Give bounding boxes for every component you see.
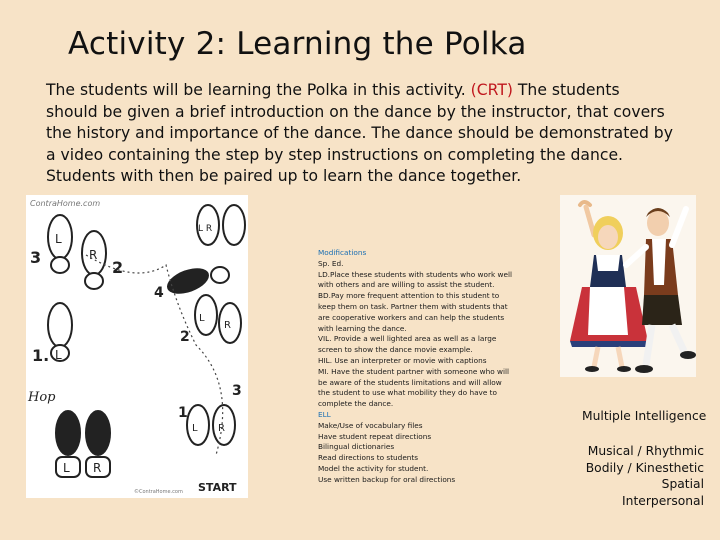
- shoe-label: R: [93, 461, 102, 475]
- ell-line: Make/Use of vocabulary files: [318, 420, 423, 430]
- step-1-label: 1.: [32, 346, 50, 365]
- left-shoe-2: [48, 303, 72, 362]
- bottom-watermark: ©ContraHome.com: [134, 489, 183, 495]
- dark-shoe-4: [164, 263, 229, 299]
- step-2-mid-label: 2: [180, 329, 190, 345]
- step-1-right-label: 1: [178, 405, 188, 421]
- left-shoe-3: [56, 411, 80, 477]
- shoe-label: R: [224, 320, 231, 331]
- shoe-label: L: [192, 423, 198, 434]
- intro-text-1: The students will be learning the Polka in this activity.: [46, 81, 471, 99]
- modifications-line: LD.Place these students with students who work well with others and are willing to assist the student.: [318, 269, 513, 290]
- modifications-line: BD.Pay more frequent attention to this student to keep them on task. Partner them with students that are cooperative workers and can help the students with learning the dance.: [318, 291, 508, 333]
- polka-dancers-svg: [560, 195, 696, 377]
- ell-line: Bilingual dictionaries: [318, 442, 395, 452]
- modifications-line: VIL. Provide a well lighted area as well as a large screen to show the dance movie example.: [318, 334, 497, 355]
- intro-paragraph: [46, 80, 676, 188]
- right-shoe-3: [86, 411, 110, 477]
- modifications-block: [318, 248, 514, 486]
- shoe-label: R: [218, 423, 225, 434]
- ell-line: Have student repeat directions: [318, 431, 432, 441]
- modifications-line: HIL. Use an interpreter or movie with captions: [318, 355, 487, 365]
- shoe-label: L: [63, 461, 70, 475]
- mi-item: Interpersonal: [622, 493, 704, 508]
- step-4-label: 4: [154, 285, 164, 301]
- right-shoe-1: [82, 231, 106, 289]
- hop-label: Hop: [28, 390, 56, 405]
- slide-title: Activity 2: Learning the Polka: [68, 26, 527, 62]
- right-top-shoes: [197, 205, 245, 245]
- mi-item: Spatial: [661, 477, 704, 492]
- shoe-label: R: [89, 248, 98, 262]
- modifications-heading: Modifications: [318, 248, 367, 257]
- step-3-label: 3: [30, 248, 42, 267]
- left-shoe-1: [48, 215, 72, 273]
- shoe-label: L: [55, 232, 62, 246]
- shoe-label: L: [199, 313, 205, 324]
- footprint-diagram-svg: [26, 195, 248, 498]
- ell-line: Model the activity for student.: [318, 463, 429, 473]
- top-watermark: ContraHome.com: [30, 199, 101, 208]
- ell-heading: ELL: [318, 409, 331, 419]
- right-shoe-mid: [195, 295, 241, 343]
- start-label: START: [198, 481, 237, 494]
- mi-item: Musical / Rhythmic: [587, 444, 704, 458]
- footprint-diagram: [26, 195, 248, 498]
- step-3-right-label: 3: [232, 383, 242, 399]
- ell-line: Read directions to students: [318, 453, 419, 463]
- ell-line: Use written backup for oral directions: [318, 474, 456, 484]
- crt-tag: (CRT): [470, 81, 513, 99]
- shoe-label: L: [55, 348, 62, 362]
- multiple-intelligence-list: [560, 443, 704, 509]
- modifications-line: MI. Have the student partner with someone who will be aware of the students limitations and will allow the student to use what mobility they do have to complete the dance.: [318, 366, 510, 409]
- mi-item: Bodily / Kinesthetic: [585, 460, 704, 475]
- modifications-line: Sp. Ed.: [318, 258, 344, 268]
- intro-text-2: The students should be given a brief introduction on the dance by the instructor, that covers the history and importance of the dance. The dance should be demonstrated by a video containing the step by step instructions on completing the dance. Students with then be paired up to learn the dance together.: [46, 81, 673, 186]
- step-2-label: 2: [112, 258, 124, 277]
- multiple-intelligence-heading: Multiple Intelligence: [582, 409, 707, 423]
- right-shoe-bottom: [187, 405, 235, 445]
- polka-dancers-illustration: [560, 195, 696, 377]
- woman-dancer: [570, 202, 648, 372]
- top-right-lr-label: L R: [198, 224, 213, 234]
